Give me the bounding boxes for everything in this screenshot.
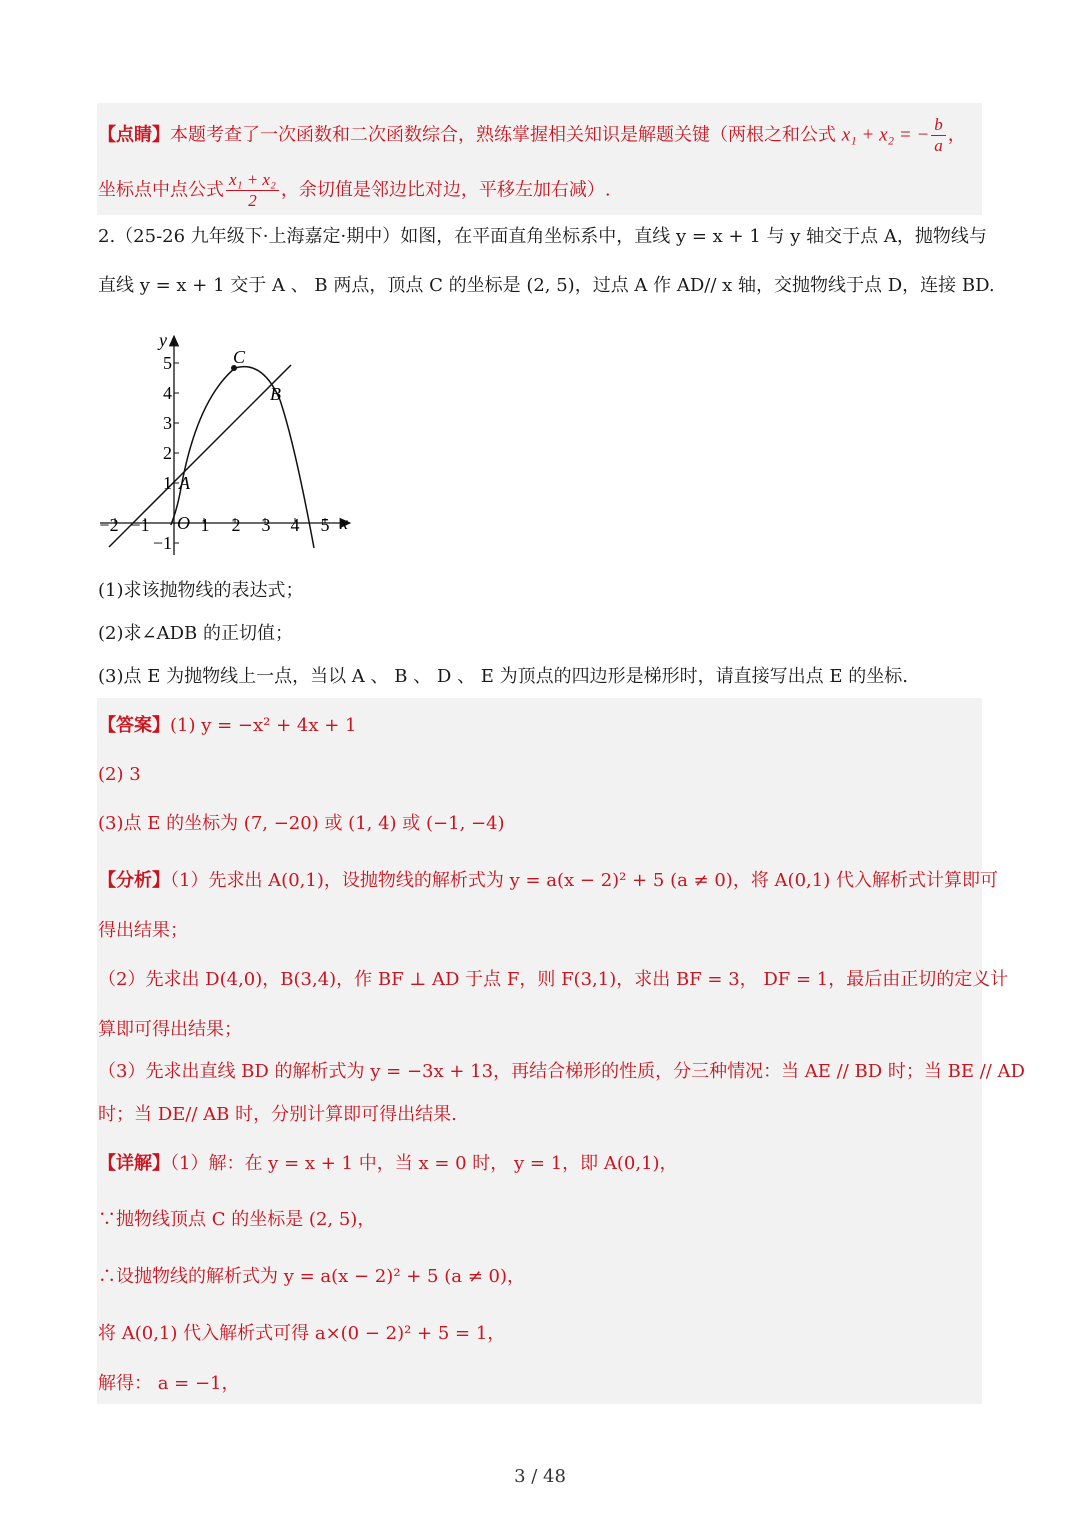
y-tick-label: 3 [163,413,172,433]
detail-l4: 将 A(0,1) 代入解析式可得 a×(0 − 2)² + 5 = 1， [98,1323,506,1344]
point-label-b: B [270,384,281,404]
comment-text-1: 本题考查了一次函数和二次函数综合，熟练掌握相关知识是解题关键（两根之和公式 [170,124,836,146]
answer-3: (3)点 E 的坐标为 (7, −20) 或 (1, 4) 或 (−1, −4) [98,813,505,834]
x-tick-label: −1 [130,515,150,535]
x-tick-label: 1 [200,515,210,535]
fraction-midpoint [226,170,279,211]
analysis-label: 【分析】 [98,870,170,891]
sum-formula: x₁ + x₂ = − [841,124,930,146]
detail-l2: ∵抛物线顶点 C 的坐标是 (2, 5)， [98,1209,376,1230]
x-tick-label: 5 [320,515,330,535]
answer-label: 【答案】 [98,715,170,736]
origin-label: O [177,513,190,533]
analysis-p3-l1: （3）先求出直线 BD 的解析式为 y = −3x + 13，再结合梯形的性质，分三种情况：当 AE // BD 时；当 BE // AD [98,1061,1025,1082]
y-tick-label: −1 [152,533,172,553]
y-tick-label: 4 [163,383,172,403]
analysis-p1-l1: （1）先求出 A(0,1)，设抛物线的解析式为 y = a(x − 2)² + 5 (a ≠ 0)，将 A(0,1) 代入解析式计算即可 [170,870,998,891]
x-tick-label: 4 [290,515,300,535]
frac-2: 2 [248,191,257,210]
sub-question-2: (2)求∠ADB 的正切值； [98,623,293,644]
detail-l3: ∴设抛物线的解析式为 y = a(x − 2)² + 5 (a ≠ 0)， [98,1266,525,1287]
comment-line-1 [98,115,966,156]
y-tick-label: 1 [163,473,172,493]
comment-label: 【点睛】 [98,124,170,146]
point-label-a: A [179,473,190,493]
question-line-1: 2.（25-26 九年级下·上海嘉定·期中）如图，在平面直角坐标系中，直线 y = x + 1 与 y 轴交于点 A，抛物线与 [98,226,987,247]
y-tick-label: 5 [163,353,172,373]
detail-line-1 [98,1151,678,1177]
comment-line-2 [98,170,611,211]
answer-line-1 [98,713,356,739]
y-tick-label: 2 [163,443,172,463]
x-tick-label: 3 [261,515,271,535]
frac-b: b [931,115,946,136]
sub-question-1: (1)求该抛物线的表达式； [98,580,304,601]
analysis-p2-l1: （2）先求出 D(4,0)，B(3,4)，作 BF ⊥ AD 于点 F，则 F(3,1)，求出 BF = 3， DF = 1，最后由正切的定义计 [98,969,1009,990]
parabola-graph [95,330,365,560]
fraction-b-over-a [931,115,946,156]
detail-l5: 解得： a = −1， [98,1373,240,1394]
frac-x1-plus-x2: x₁ + x₂ [226,170,279,191]
answer-1: (1) y = −x² + 4x + 1 [170,715,357,736]
solution-shade [97,698,982,1404]
x-axis-label: x [340,513,348,533]
answer-2: (2) 3 [98,764,141,785]
page-number: 3 / 48 [514,1466,566,1487]
x-tick-label: 2 [231,515,241,535]
analysis-p3-l2: 时；当 DE// AB 时，分别计算即可得出结果. [98,1104,457,1125]
analysis-p1-l2: 得出结果； [98,920,188,941]
y-axis-label: y [159,330,167,350]
comment-line1-end: ， [947,124,966,146]
detail-label: 【详解】 [98,1153,170,1174]
sub-question-3: (3)点 E 为抛物线上一点，当以 A 、 B 、 D 、 E 为顶点的四边形是梯形时，请直接写出点 E 的坐标. [98,666,908,687]
x-tick-label: −2 [99,515,119,535]
comment-text-2: 坐标点中点公式 [98,179,224,201]
comment-line2-end: ，余切值是邻边比对边，平移左加右减）. [280,179,611,201]
question-line-2: 直线 y = x + 1 交于 A 、 B 两点，顶点 C 的坐标是 (2, 5)，过点 A 作 AD// x 轴，交抛物线于点 D，连接 BD. [98,275,995,296]
point-label-c: C [233,347,246,367]
frac-a: a [934,136,943,155]
detail-l1: （1）解：在 y = x + 1 中，当 x = 0 时， y = 1，即 A(0,1)， [170,1153,678,1174]
analysis-p2-l2: 算即可得出结果； [98,1019,242,1040]
analysis-line-1 [98,868,998,894]
